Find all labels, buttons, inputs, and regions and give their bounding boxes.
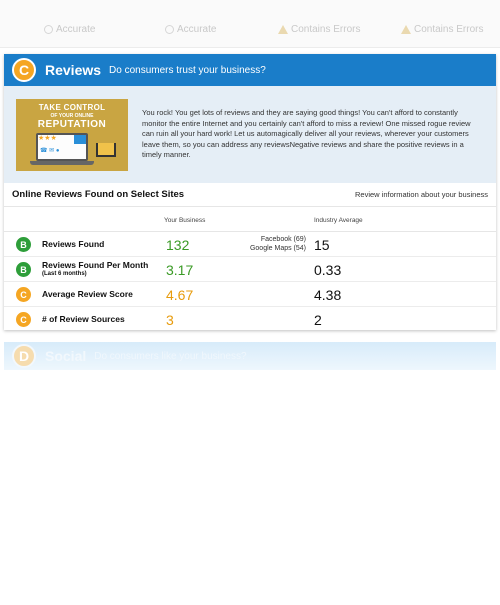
promo-image-line3: REPUTATION xyxy=(37,118,107,130)
social-card-header xyxy=(4,342,496,370)
table-row xyxy=(4,257,496,282)
top-status-strip xyxy=(0,0,500,48)
status-item-1 xyxy=(44,24,95,35)
metric-name: Average Review Score xyxy=(42,289,133,299)
reputation-promo-image xyxy=(16,99,128,171)
industry-average-value: 0.33 xyxy=(314,262,342,278)
column-your-business: Your Business xyxy=(164,217,206,224)
reviews-title: Reviews xyxy=(45,62,102,78)
status-item-3 xyxy=(278,24,360,35)
social-grade-badge: D xyxy=(12,344,36,368)
table-row xyxy=(4,307,496,332)
grade-badge: B xyxy=(16,237,31,252)
promo-text: You rock! You get lots of reviews and they are saying good things! You can't afford to constantly monitor the entire Internet and you certainly can't afford to miss a review! One missed rogue review can ruin all your hard work! Let us automagically deliver all your reviews, wherever your customers leave them, so you can address any reviewsNegative reviews and share the positive reviews in a timely manner. xyxy=(142,108,471,160)
metric-name: Reviews Found Per Month xyxy=(42,260,149,270)
check-icon xyxy=(44,25,53,34)
social-question: Do consumers like your business? xyxy=(94,350,247,362)
column-industry-average: Industry Average xyxy=(314,217,363,224)
status-item-4 xyxy=(401,24,483,35)
shopping-cart-icon xyxy=(96,143,116,157)
contact-icons: ☎ ✉ ● xyxy=(40,147,60,154)
status-item-2 xyxy=(165,24,216,35)
industry-average-value: 2 xyxy=(314,312,322,328)
grade-badge: B xyxy=(16,262,31,277)
table-row xyxy=(4,282,496,307)
your-business-value: 3.17 xyxy=(166,262,194,278)
your-business-value: 132 xyxy=(166,237,190,253)
warning-icon xyxy=(401,25,411,34)
promo-image-line1: TAKE CONTROL xyxy=(38,102,106,112)
check-icon xyxy=(165,25,174,34)
metric-label xyxy=(42,240,104,249)
section-title: Online Reviews Found on Select Sites xyxy=(12,189,185,200)
your-business-value: 3 xyxy=(166,312,174,328)
stars-icon: ★★★ xyxy=(38,134,57,142)
laptop-base-icon xyxy=(30,161,94,165)
industry-average-value: 4.38 xyxy=(314,287,342,303)
grade-badge: C xyxy=(16,287,31,302)
reviews-card-header xyxy=(4,54,496,86)
reviews-card xyxy=(4,54,496,330)
metric-label xyxy=(42,261,148,279)
grade-badge: C xyxy=(16,312,31,327)
your-business-value: 4.67 xyxy=(166,287,194,303)
metric-name: Reviews Found xyxy=(42,239,105,249)
table-column-headers xyxy=(4,207,496,232)
status-item-label: Accurate xyxy=(56,24,96,35)
source-google-maps: Google Maps (54) xyxy=(249,244,306,252)
metric-name: # of Review Sources xyxy=(42,314,125,324)
reviews-question: Do consumers trust your business? xyxy=(109,64,266,76)
online-reviews-section-header xyxy=(4,183,496,207)
table-row xyxy=(4,232,496,257)
social-title: Social xyxy=(45,348,87,364)
status-item-label: Accurate xyxy=(177,24,217,35)
source-facebook: Facebook (69) xyxy=(260,236,306,243)
reviews-grade-badge: C xyxy=(12,58,36,82)
warning-icon xyxy=(278,25,288,34)
status-item-label: Contains Errors xyxy=(414,24,484,35)
video-play-icon xyxy=(74,135,86,144)
promo-banner xyxy=(4,86,496,183)
metric-label xyxy=(42,290,133,299)
status-item-label: Contains Errors xyxy=(291,24,361,35)
section-subtitle: Review information about your business xyxy=(355,190,488,199)
industry-average-value: 15 xyxy=(314,237,330,253)
metric-subtext: (Last 6 months) xyxy=(42,271,87,277)
review-sources xyxy=(230,236,306,253)
promo-image-line2: OF YOUR ONLINE xyxy=(50,112,94,119)
metric-label xyxy=(42,315,125,324)
